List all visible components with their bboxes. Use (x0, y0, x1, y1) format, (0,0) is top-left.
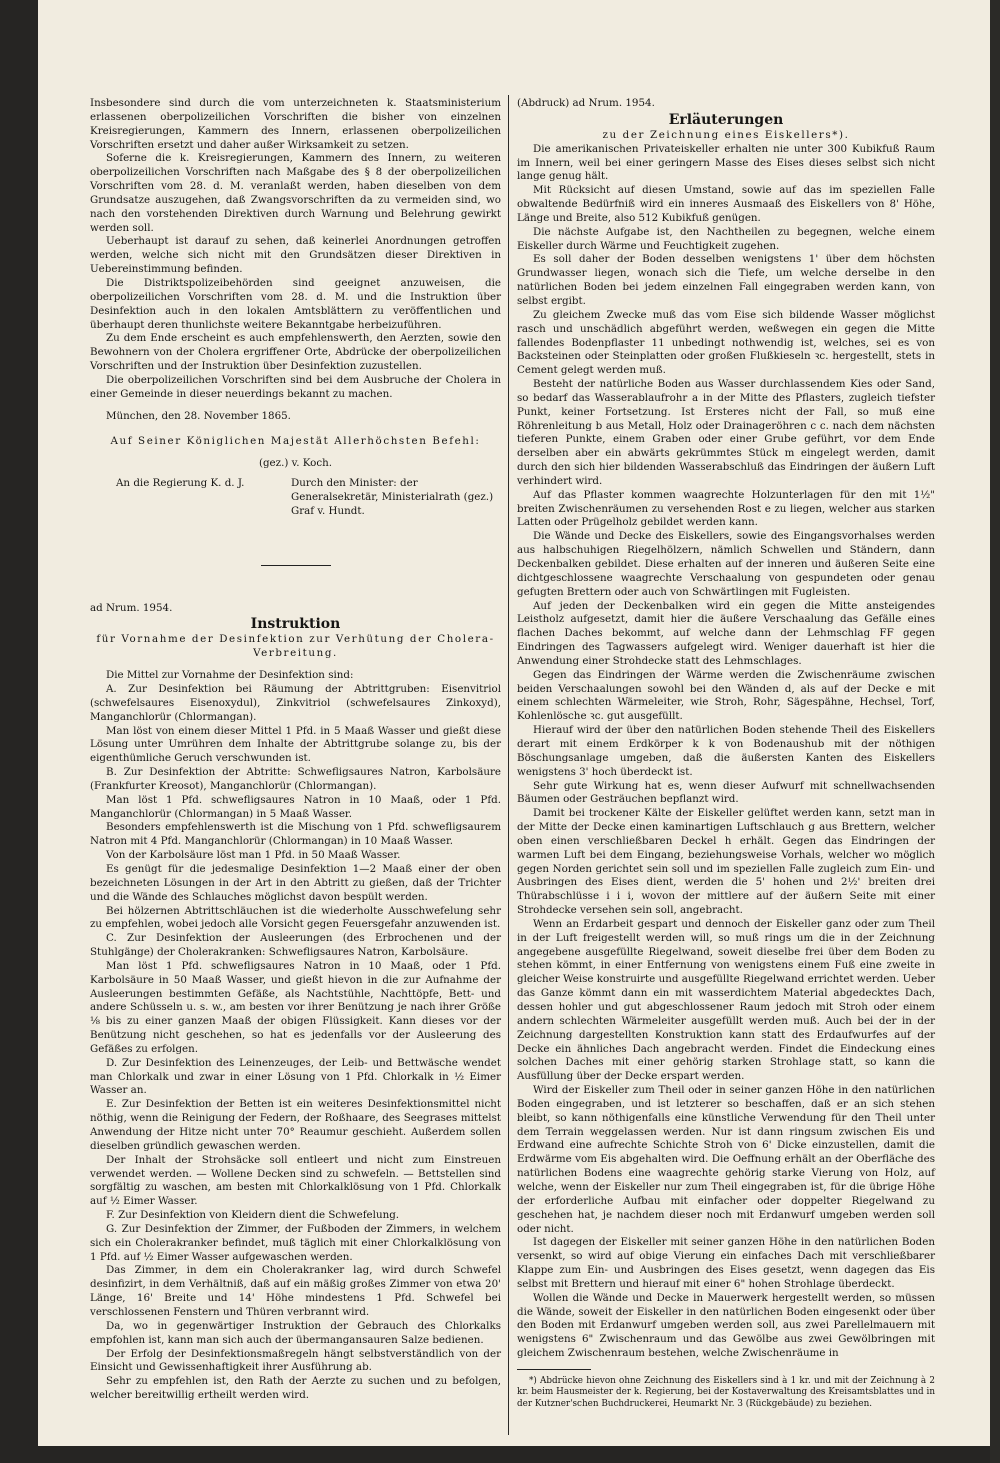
paragraph: Die Mittel zur Vornahme der Desinfektion sind: (106, 669, 354, 682)
paragraph: Von der Karbolsäure löst man 1 Pfd. in 50 Maaß Wasser. (106, 849, 401, 862)
paragraph: Die Distriktspolizeibehörden sind geeignet anzuweisen, die oberpolizeilichen Vorschriften vom 28. d. M. und die Instruktion über Desinfektion auch in den lokalen Amtsblättern zu veröffentlichen und überhaupt deren thunlichste weitere Bekanntgabe herbeizuführen. (90, 276, 501, 331)
paragraph: Hierauf wird der über den natürlichen Boden stehende Theil des Eiskellers derart mit einem Erdkörper k k von Bodenaushub mit der nöthigen Böschungsanlage umgeben, daß die äußersten Kanten des Eiskellers wenigstens 3' hoch überdeckt ist. (517, 724, 935, 778)
paragraph: Die amerikanischen Privateiskeller erhalten nie unter 300 Kubikfuß Raum im Innern, weil bei einer geringern Masse des Eises dieses selbst sich nicht lange genug hält. (517, 142, 935, 183)
footnote-rule (517, 1369, 591, 1370)
addressee: An die Regierung K. d. J. (116, 477, 245, 490)
date-line: München, den 28. November 1865. (106, 409, 291, 422)
right-column (517, 97, 935, 1410)
paragraph: Soferne die k. Kreisregierungen, Kammern des Innern, zu weiteren oberpolizeilichen Vorschriften nach Maßgabe des § 8 der oberpolizeilichen Vorschriften vom 28. d. M. veranlaßt werden, haben dieselben von dem Grundsatze auszugehen, daß Zwangsvorschriften da zu vermeiden sind, wo nach den vorstehenden Direktiven durch Warnung und Belehrung gewirkt werden soll. (90, 152, 501, 234)
paragraph: Besonders empfehlenswerth ist die Mischung von 1 Pfd. schwefligsaurem Natron mit 4 Pfd. Manganchlorür (Chlormangan) in 10 Maaß Wasser. (90, 821, 501, 848)
paragraph: Wollen die Wände und Decke in Mauerwerk hergestellt werden, so müssen die Wände, soweit der Eiskeller in den natürlichen Boden eingesenkt oder über den Boden mit Erdanwurf umgeben werden soll, aus zwei Parellelmauern mit wenigstens 6" Zwischenraum und das Gewölbe aus zwei Gewölbringen mit gleichem Zwischenraum bestehen, welche Zwischenräume in (517, 1291, 935, 1360)
paragraph: A. Zur Desinfektion bei Räumung der Abtrittgruben: Eisenvitriol (schwefelsaures Eisenoxydul), Zinkvitriol (schwefelsaures Zinkoxyd), Manganchlorür (Chlormangan). (90, 683, 501, 723)
paragraph: Die nächste Aufgabe ist, den Nachtheilen zu begegnen, welche einem Eiskeller durch Wärme und Feuchtigkeit zugehen. (517, 225, 935, 252)
paragraph: Wird der Eiskeller zum Theil oder in seiner ganzen Höhe in den natürlichen Boden eingegraben, und ist letzterer so beschaffen, daß er an sich stehen bleibt, so kann nöthigenfalls eine künstliche Verwendung für den Theil unter dem Terrain weggelassen werden. Nur ist dann ringsum zwischen Eis und Erdwand eine aufrechte Schichte Stroh von 6' Dicke einzustellen, damit die Erdwärme vom Eis abgehalten wird. Die Oeffnung erhält an der Oberfläche des natürlichen Bodens eine waagrechte gehörig starke Vierung von Holz, auf welche, wenn der Eiskeller nur zum Theil eingegraben ist, für die übrige Höhe der erforderliche Aufbau mit einfacher oder doppelter Riegelwand zu geschehen hat, je nachdem dieser noch mit Erdanwurf umgeben werden soll oder nicht. (517, 1084, 935, 1235)
left-column (90, 97, 501, 1403)
paragraph: Der Inhalt der Strohsäcke soll entleert und nicht zum Einstreuen verwendet werden. — Wollene Decken sind zu schwefeln. — Bettstellen sind sorgfältig zu waschen, am besten mit Chlorkalklösung von 1 Pfd. Chlorkalk auf ½ Eimer Wasser. (90, 1153, 501, 1208)
paragraph: Die oberpolizeilichen Vorschriften sind bei dem Ausbruche der Cholera in einer Gemeinde in dieser neuerdings bekannt zu machen. (90, 373, 501, 400)
paragraph: Auf jeden der Deckenbalken wird ein gegen die Mitte ansteigendes Leistholz aufgesetzt, damit hier die äußere Verschaalung das Gefälle eines flachen Daches bekommt, auf welche dann der Lehmschlag FF gegen Eindringen des Tagwassers aufgelegt wird. Weniger dauerhaft ist hier die Anwendung einer Strohdecke statt des Lehmschlages. (517, 599, 935, 667)
paragraph: Man löst 1 Pfd. schwefligsaures Natron in 10 Maaß, oder 1 Pfd. Karbolsäure in 50 Maaß Wasser, und gießt hievon in die zur Aufnahme der Ausleerungen bestimmten Gefäße, als Nachtstühle, Nachttöpfe, Bett- und andere Schüsseln u. s. w., am besten vor ihrer Benützung je nach ihrer Größe ⅛ bis zu einer ganzen Maaß der obigen Flüssigkeit. Kann dieses vor der Benützung nicht geschehen, so hat es jedenfalls vor der Ausleerung des Gefäßes zu erfolgen. (90, 959, 501, 1055)
paragraph: Mit Rücksicht auf diesen Umstand, sowie auf das im speziellen Falle obwaltende Bedürfniß wird ein inneres Ausmaaß des Eiskellers von 8' Höhe, Länge und Breite, also 512 Kubikfuß genügen. (517, 184, 935, 224)
paragraph: Wenn an Erdarbeit gespart und dennoch der Eiskeller ganz oder zum Theil in der Luft freigestellt werden will, so muß rings um die in der Zeichnung angegebene ausgefüllte Riegelwand, soweit dieselbe frei über dem Boden zu stehen kömmt, in einer Entfernung von wenigstens einem Fuß eine zweite in gleicher Weise konstruirte und ausgefüllte Riegelwand errichtet werden. Ueber das Ganze kömmt dann ein mit wasserdichtem Material abgedecktes Dach, dessen hohler und gut abgeschlossener Raum jedoch mit Stroh oder einem andern schlechten Wärmeleiter ausgefüllt werden muß. Auch bei der in der Zeichnung dargestellten Konstruktion kann statt des Erdaufwurfes auf der Decke ein ähnliches Dach angebracht werden. Findet die Eindeckung eines solchen Daches mit einer gehörig starken Strohlage statt, so kann die Ausfüllung über der Decke erspart werden. (517, 917, 935, 1083)
signature-koch: (gez.) v. Koch. (258, 457, 333, 470)
paragraph: Man löst 1 Pfd. schwefligsaures Natron in 10 Maaß, oder 1 Pfd. Manganchlorür (Chlormangan) in 5 Maaß Wasser. (90, 793, 501, 820)
paragraph: Zu gleichem Zwecke muß das vom Eise sich bildende Wasser möglichst rasch und unschädlich abgeführt werden, weßwegen ein gegen die Mitte fallendes Bodenpflaster 11 unbedingt nothwendig ist, welches, sei es von Backsteinen oder Steinplatten oder großen Flußkieseln ꝛc. hergestellt, stets in Cement gelegt werden muß. (517, 308, 935, 377)
ministerial-signature: Durch den Minister: der Generalsekretär, Ministerialrath (gez.) Graf v. Hundt. (291, 477, 494, 517)
royal-command: Auf Seiner Königlichen Majestät Allerhöchsten Befehl: (110, 435, 481, 448)
scan-border-right (990, 0, 1000, 1463)
paragraph: Es soll daher der Boden desselben wenigstens 1' über dem höchsten Grundwasser liegen, wonach sich die Tiefe, um welche derselbe in den natürlichen Boden bei jedem einzelnen Fall eingegraben werden kann, von selbst ergibt. (517, 253, 935, 307)
paragraph: Insbesondere sind durch die vom unterzeichneten k. Staatsministerium erlassenen oberpolizeilichen Vorschriften die bisher von einzelnen Kreisregierungen, Kammern des Innern, erlassenen oberpolizeilichen Vorschriften ersetzt und daher außer Wirksamkeit zu setzen. (90, 97, 501, 151)
reference-number: ad Nrum. 1954. (90, 601, 173, 614)
reference-number: (Abdruck) ad Nrum. 1954. (517, 97, 655, 109)
paragraph: G. Zur Desinfektion der Zimmer, der Fußboden der Zimmers, in welchem sich ein Cholerakranker befindet, muß täglich mit einer Chlorkalklösung von 1 Pfd. auf ½ Eimer Wasser aufgewaschen werden. (90, 1222, 501, 1263)
scan-border-bottom (38, 1446, 990, 1463)
paragraph: D. Zur Desinfektion des Leinenzeuges, der Leib- und Bettwäsche wendet man Chlorkalk und zwar in einer Lösung von 1 Pfd. Chlorkalk in ½ Eimer Wasser an. (90, 1056, 501, 1097)
paragraph: E. Zur Desinfektion der Betten ist ein weiteres Desinfektionsmittel nicht nöthig, wenn die Reinigung der Federn, der Roßhaare, des Seegrases mittelst Anwendung der Hitze nicht unter 70° Reaumur geschieht. Außerdem sollen dieselben gründlich gewaschen werden. (90, 1098, 501, 1152)
paragraph: Bei hölzernen Abtrittschläuchen ist die wiederholte Ausschwefelung sehr zu empfehlen, wobei jedoch alle Vorsicht gegen Feuersgefahr anzuwenden ist. (90, 904, 501, 931)
scan-border-left (0, 0, 38, 1463)
paragraph: Ist dagegen der Eiskeller mit seiner ganzen Höhe in den natürlichen Boden versenkt, so wird auf obige Vierung ein einfaches Dach mit verschließbarer Klappe zum Ein- und Ausbringen des Eises gesetzt, wenn dagegen das Eis selbst mit Brettern und hierauf mit einer 6" hohen Strohlage überdeckt. (517, 1236, 935, 1290)
paragraph: Da, wo in gegenwärtiger Instruktion der Gebrauch des Chlorkalks empfohlen ist, kann man sich auch der übermangansauren Salze bedienen. (90, 1319, 501, 1346)
paragraph: Der Erfolg der Desinfektionsmaßregeln hängt selbstverständlich von der Einsicht und Gewissenhaftigkeit ihrer Ausführung ab. (90, 1347, 501, 1374)
paragraph: Sehr gute Wirkung hat es, wenn dieser Aufwurf mit schnellwachsenden Bäumen oder Gesträuchen bepflanzt wird. (517, 779, 935, 806)
paragraph: B. Zur Desinfektion der Abtritte: Schwefligsaures Natron, Karbolsäure (Frankfurter Kreosot), Manganchlorür (Chlormangan). (90, 766, 501, 792)
section-divider (261, 565, 331, 566)
paragraph: Man löst von einem dieser Mittel 1 Pfd. in 5 Maaß Wasser und gießt diese Lösung unter Umrühren dem Inhalte der Abtrittgrube solange zu, bis der eigenthümliche Geruch verschwunden ist. (90, 724, 501, 765)
column-rule (508, 95, 509, 1435)
section-title: Instruktion (250, 616, 341, 633)
paragraph: Damit bei trockener Kälte der Eiskeller gelüftet werden kann, setzt man in der Mitte der Decke einen kaminartigen Luftschlauch g aus Brettern, welcher oben einen verschließbaren Deckel h erhält. Gegen das Eindringen der warmen Luft bei dem Eingang, beziehungsweise Vorhals, welcher wo möglich gegen Norden gerichtet sein soll und im speziellen Falle zugleich zum Ein- und Ausbringen des Eises dient, werden die 5' hohen und 2½' breiten drei Thürabschlüsse i i i, wovon der mittlere auf der äußern Seite mit einer Strohdecke versehen sein soll, angebracht. (517, 807, 935, 917)
section-subtitle: zu der Zeichnung eines Eiskellers*). (602, 128, 850, 141)
paragraph: Auf das Pflaster kommen waagrechte Holzunterlagen für den mit 1½" breiten Zwischenräumen zu versehenden Rost e zu liegen, welcher aus starken Latten oder Prügelholz gebildet werden kann. (517, 488, 935, 529)
section-title: Erläuterungen (668, 111, 784, 128)
signature-block (90, 477, 501, 519)
paragraph: Gegen das Eindringen der Wärme werden die Zwischenräume zwischen beiden Verschaalungen sowohl bei den Wänden d, als auf der Decke e mit einem schlechten Wärmeleiter, wie Stroh, Rohr, Sägespähne, Hechsel, Torf, Kohlenlösche ꝛc. gut ausgefüllt. (517, 668, 935, 723)
paragraph: C. Zur Desinfektion der Ausleerungen (des Erbrochenen und der Stuhlgänge) der Cholerakranken: Schwefligsaures Natron, Karbolsäure. (90, 932, 501, 959)
paragraph: Die Wände und Decke des Eiskellers, sowie des Eingangsvorhalses werden aus halbschuhigen Riegelhölzern, nämlich Schwellen und Ständern, dann Deckenbalken gebildet. Diese erhalten auf der inneren und äußeren Seite eine dichtgeschlossene waagrechte Verschaalung von gespundeten oder genau gefugten Brettern oder auch von Schwärtlingen mit Fugleisten. (517, 530, 935, 598)
paragraph: Das Zimmer, in dem ein Cholerakranker lag, wird durch Schwefel desinfizirt, in dem Verhältniß, daß auf ein mäßig großes Zimmer von etwa 20' Länge, 16' Breite und 14' Höhe mindestens 1 Pfd. Schwefel bei verschlossenen Fenstern und Thüren verbrannt wird. (90, 1264, 501, 1318)
paragraph: Zu dem Ende erscheint es auch empfehlenswerth, den Aerzten, sowie den Bewohnern von der Cholera ergriffener Orte, Abdrücke der oberpolizeilichen Vorschriften und der Instruktion über Desinfektion zuzustellen. (90, 332, 501, 373)
section-subtitle: für Vornahme der Desinfektion zur Verhütung der Cholera-Verbreitung. (96, 633, 495, 660)
paragraph: Ueberhaupt ist darauf zu sehen, daß keinerlei Anordnungen getroffen werden, welche sich nicht mit den Grundsätzen dieser Direktiven in Uebereinstimmung befinden. (90, 235, 501, 276)
paragraph: Besteht der natürliche Boden aus Wasser durchlassendem Kies oder Sand, so bedarf das Wasserablaufrohr a in der Mitte des Pflasters, zugleich tiefster Punkt, keiner Fortsetzung. Ist Ersteres nicht der Fall, so muß eine Röhrenleitung b aus Metall, Holz oder Drainageröhren c c. nach dem nächsten tieferen Punkte, einem Graben oder einer Grube geführt, vor dem Ende derselben aber ein abwärts gekrümmtes Stück m eingelegt werden, damit durch den sich hier bildenden Wasserabschluß das Eindringen der äußern Luft verhindert wird. (517, 378, 935, 487)
paragraph: Es genügt für die jedesmalige Desinfektion 1—2 Maaß einer der oben bezeichneten Lösungen in der Art in den Abtritt zu gießen, daß der Trichter und die Wände des Schlauches möglichst davon bespült werden. (90, 862, 501, 903)
paragraph: Sehr zu empfehlen ist, den Rath der Aerzte zu suchen und zu befolgen, welcher bereitwillig ertheilt werden wird. (90, 1375, 501, 1402)
footnote: *) Abdrücke hievon ohne Zeichnung des Eiskellers sind à 1 kr. und mit der Zeichnung à 2 kr. beim Hausmeister der k. Regierung, bei der Kostaverwaltung des Kreisamtsblattes und in der Kutzner'schen Buchdruckerei, Heumarkt Nr. 3 (Rückgebäude) zu beziehen. (517, 1375, 935, 1409)
paragraph: F. Zur Desinfektion von Kleidern dient die Schwefelung. (106, 1209, 400, 1222)
